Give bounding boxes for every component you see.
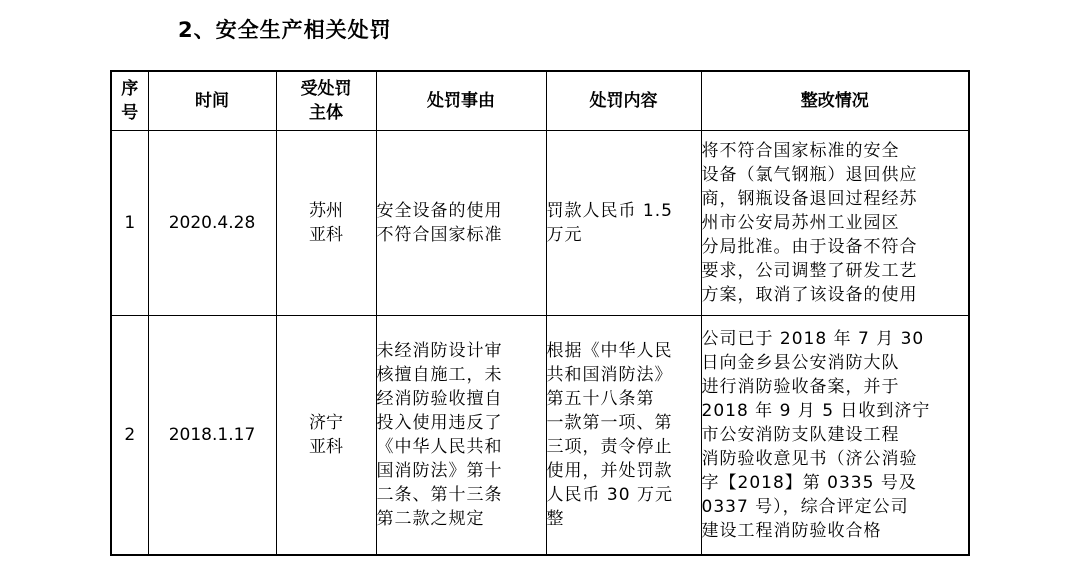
table-row — [111, 316, 969, 556]
cell-reason: 未经消防设计审 核擅自施工，未 经消防验收擅自 投入使用违反了 《中华人民共和 国消防法》第十 二条、第十三条 第二款之规定 — [376, 316, 546, 556]
header-reason: 处罚事由 — [376, 71, 546, 131]
penalty-table — [110, 70, 970, 556]
header-content: 处罚内容 — [546, 71, 701, 131]
table-header-row — [111, 71, 969, 131]
header-rectification: 整改情况 — [701, 71, 969, 131]
header-subject: 受处罚 主体 — [276, 71, 376, 131]
table-row — [111, 131, 969, 316]
cell-content: 根据《中华人民 共和国消防法》 第五十八条第 一款第一项、第 三项，责令停止 使用，并处罚款 人民币 30 万元 整 — [546, 316, 701, 556]
cell-time: 2020.4.28 — [148, 131, 276, 316]
cell-time: 2018.1.17 — [148, 316, 276, 556]
section-heading: 2、安全生产相关处罚 — [178, 18, 392, 42]
cell-subject: 济宁 亚科 — [276, 316, 376, 556]
cell-seq: 2 — [111, 316, 148, 556]
header-seq: 序 号 — [111, 71, 148, 131]
cell-content: 罚款人民币 1.5 万元 — [546, 131, 701, 316]
header-time: 时间 — [148, 71, 276, 131]
cell-seq: 1 — [111, 131, 148, 316]
cell-subject: 苏州 亚科 — [276, 131, 376, 316]
cell-rectification: 将不符合国家标准的安全 设备（氯气钢瓶）退回供应 商，钢瓶设备退回过程经苏 州市公安局苏州工业园区 分局批准。由于设备不符合 要求，公司调整了研发工艺 方案，取消了该设备的使用 — [701, 131, 969, 316]
cell-rectification: 公司已于 2018 年 7 月 30 日向金乡县公安消防大队 进行消防验收备案，并于 2018 年 9 月 5 日收到济宁 市公安消防支队建设工程 消防验收意见书（济公消验 字【2018】第 0335 号及 0337 号），综合评定公司 建设工程消防验收合格 — [701, 316, 969, 556]
cell-reason: 安全设备的使用 不符合国家标准 — [376, 131, 546, 316]
